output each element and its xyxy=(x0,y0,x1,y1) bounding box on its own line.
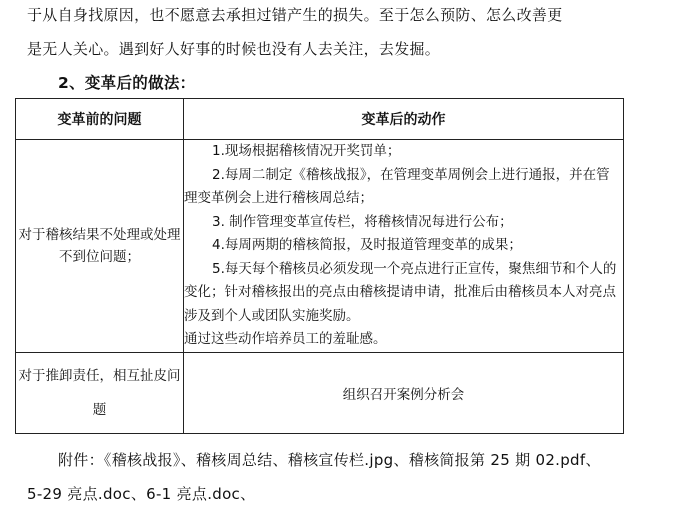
table-row xyxy=(16,140,624,353)
header-action: 变革后的动作 xyxy=(184,99,624,140)
table-header-row xyxy=(16,99,624,140)
action-text: 组织召开案例分析会 xyxy=(342,387,465,403)
problem-cell xyxy=(16,140,184,353)
intro-paragraph-line-1: 于从自身找原因，也不愿意去承担过错产生的损失。至于怎么预防、怎么改善更 xyxy=(27,6,563,24)
reform-table xyxy=(15,98,624,434)
table-row xyxy=(16,353,624,434)
problem-text: 对于推卸责任，相互扯皮问题 xyxy=(18,368,181,418)
action-closing: 通过这些动作培养员工的羞耻感。 xyxy=(184,331,387,348)
attachments-line-1: 附件：《稽核战报》、稽核周总结、稽核宣传栏.jpg、稽核简报第 25 期 02.pdf、 xyxy=(58,451,601,469)
header-problem: 变革前的问题 xyxy=(16,99,184,140)
action-item: 2.每周二制定《稽核战报》，在管理变革周例会上进行通报，并在管理变革例会上进行稽核周总结； xyxy=(184,166,610,207)
section-heading: 2、变革后的做法： xyxy=(58,74,196,92)
problem-cell xyxy=(16,353,184,434)
action-item: 4.每周两期的稽核简报，及时报道管理变革的成果； xyxy=(212,237,522,254)
action-item: 3. 制作管理变革宣传栏，将稽核情况每进行公布； xyxy=(212,213,513,230)
attachments-line-2: 5-29 亮点.doc、6-1 亮点.doc、 xyxy=(27,485,256,503)
action-cell xyxy=(184,140,624,353)
intro-paragraph-line-2: 是无人关心。遇到好人好事的时候也没有人去关注，去发掘。 xyxy=(27,40,441,58)
action-cell xyxy=(184,353,624,434)
action-item: 5.每天每个稽核员必须发现一个亮点进行正宣传，聚焦细节和个人的变化；针对稽核报出的亮点由稽核提请申请，批准后由稽核员本人对亮点涉及到个人或团队实施奖励。 xyxy=(184,260,617,324)
problem-text: 对于稽核结果不处理或处理不到位问题； xyxy=(18,227,181,265)
action-item: 1.现场根据稽核情况开奖罚单； xyxy=(212,143,401,160)
